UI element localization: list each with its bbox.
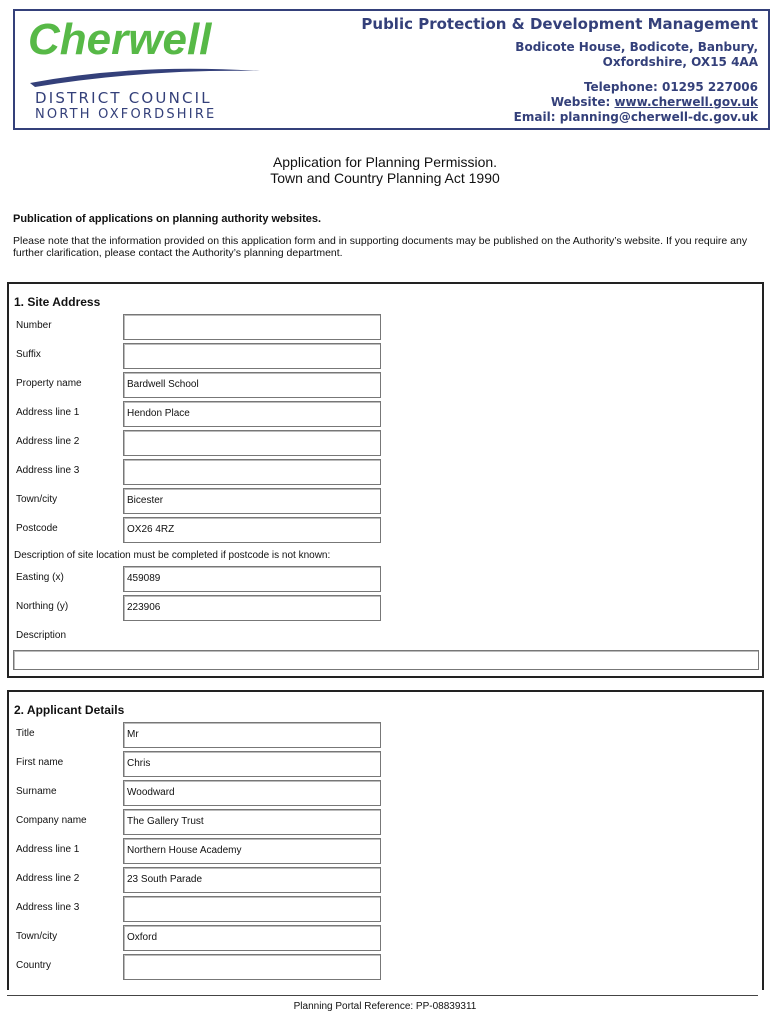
field-first-name: [9, 751, 762, 777]
field-label: Address line 1: [16, 844, 80, 855]
number-field[interactable]: [123, 314, 381, 340]
field-country: [9, 954, 762, 980]
field-label: Town/city: [16, 931, 58, 942]
field-address-line-2: [9, 867, 762, 893]
council-region: NORTH OXFORDSHIRE: [35, 107, 217, 122]
town-city-field[interactable]: Bicester: [123, 488, 381, 514]
field-label: Town/city: [16, 494, 58, 505]
applicant-address-line-2-field[interactable]: 23 South Parade: [123, 867, 381, 893]
location-note: Description of site location must be completed if postcode is not known:: [14, 550, 331, 561]
company-name-field[interactable]: The Gallery Trust: [123, 809, 381, 835]
council-name: DISTRICT COUNCIL: [35, 89, 212, 107]
address-line: Bodicote House, Bodicote, Banbury,: [515, 40, 758, 54]
field-label: Title: [16, 728, 35, 739]
field-label: Postcode: [16, 523, 58, 534]
field-town-city: [9, 925, 762, 951]
email-link[interactable]: planning@cherwell-dc.gov.uk: [559, 110, 758, 124]
field-postcode: [9, 517, 762, 543]
footer-divider: [7, 995, 758, 996]
first-name-field[interactable]: Chris: [123, 751, 381, 777]
field-label: Address line 3: [16, 902, 80, 913]
field-label: Number: [16, 320, 52, 331]
postcode-field[interactable]: OX26 4RZ: [123, 517, 381, 543]
website-label: Website:: [550, 95, 615, 109]
address-line-3-field[interactable]: [123, 459, 381, 485]
website-row: [514, 95, 758, 110]
suffix-field[interactable]: [123, 343, 381, 369]
field-easting: [9, 566, 762, 592]
field-label: Surname: [16, 786, 57, 797]
email-label: Email:: [513, 110, 560, 124]
field-address-line-2: [9, 430, 762, 456]
address-line: Oxfordshire, OX15 4AA: [602, 55, 758, 69]
field-label: Address line 3: [16, 465, 80, 476]
applicant-address-line-1-field[interactable]: Northern House Academy: [123, 838, 381, 864]
title-field[interactable]: Mr: [123, 722, 381, 748]
applicant-town-city-field[interactable]: Oxford: [123, 925, 381, 951]
field-surname: [9, 780, 762, 806]
section-title: 2. Applicant Details: [14, 703, 125, 717]
field-suffix: [9, 343, 762, 369]
section-title: 1. Site Address: [14, 295, 101, 309]
planning-portal-reference: Planning Portal Reference: PP-08839311: [293, 1001, 477, 1012]
title-line: Application for Planning Permission.: [272, 154, 498, 170]
easting-field[interactable]: 459089: [123, 566, 381, 592]
field-title: [9, 722, 762, 748]
department-name: Public Protection & Development Management: [361, 15, 758, 33]
applicant-details-section: [7, 690, 764, 990]
country-field[interactable]: [123, 954, 381, 980]
publication-notice: Please note that the information provided on this application form and in supporting documents may be published on the Authority’s website. If you require any further clarification, please contact the Authority’s planning department.: [13, 235, 748, 259]
contact-details: [514, 80, 758, 125]
council-logo-wordmark: Cherwell: [28, 15, 212, 64]
address-line-1-field[interactable]: Hendon Place: [123, 401, 381, 427]
applicant-address-line-3-field[interactable]: [123, 896, 381, 922]
address-line-2-field[interactable]: [123, 430, 381, 456]
website-link[interactable]: www.cherwell.gov.uk: [614, 95, 758, 109]
field-number: [9, 314, 762, 340]
field-address-line-3: [9, 459, 762, 485]
title-line: Town and Country Planning Act 1990: [270, 170, 500, 186]
field-label: Northing (y): [16, 601, 69, 612]
field-company-name: [9, 809, 762, 835]
field-address-line-3: [9, 896, 762, 922]
field-label: Country: [16, 960, 52, 971]
field-label: Address line 1: [16, 407, 80, 418]
field-address-line-1: [9, 401, 762, 427]
field-address-line-1: [9, 838, 762, 864]
field-label: Company name: [16, 815, 87, 826]
page-title: [0, 154, 770, 186]
northing-field[interactable]: 223906: [123, 595, 381, 621]
site-address-section: [7, 282, 764, 678]
field-label: Suffix: [16, 349, 41, 360]
telephone: Telephone: 01295 227006: [583, 80, 758, 94]
field-label: Property name: [16, 378, 82, 389]
logo-swoosh-icon: [25, 61, 265, 91]
field-label: First name: [16, 757, 64, 768]
field-label: Address line 2: [16, 873, 80, 884]
field-northing: [9, 595, 762, 621]
letterhead: [13, 9, 770, 130]
description-field[interactable]: [13, 650, 759, 670]
property-name-field[interactable]: Bardwell School: [123, 372, 381, 398]
surname-field[interactable]: Woodward: [123, 780, 381, 806]
email-row: [514, 110, 758, 125]
field-label: Address line 2: [16, 436, 80, 447]
field-town-city: [9, 488, 762, 514]
council-address: [515, 40, 758, 70]
field-property-name: [9, 372, 762, 398]
field-label: Easting (x): [16, 572, 64, 583]
description-label: Description: [16, 630, 67, 641]
publication-heading: Publication of applications on planning authority websites.: [13, 213, 322, 225]
